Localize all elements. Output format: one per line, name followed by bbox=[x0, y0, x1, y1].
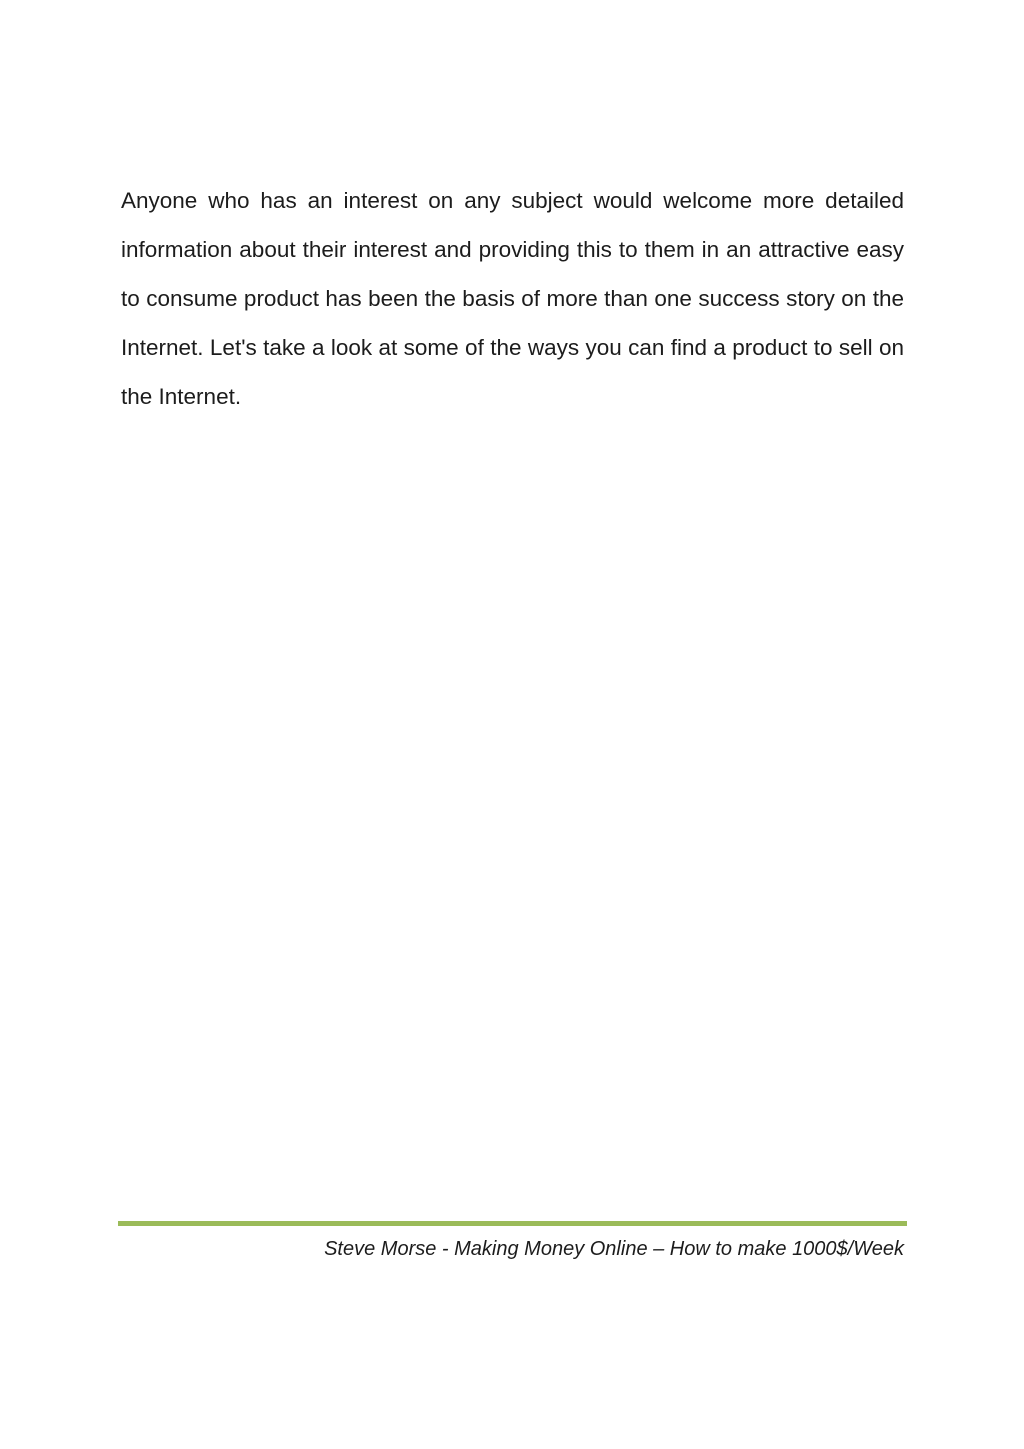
footer-caption: Steve Morse - Making Money Online – How to make 1000$/Week bbox=[324, 1238, 904, 1260]
body-paragraph: Anyone who has an interest on any subject would welcome more detailed information about their interest and providing this to them in an attractive easy to consume product has been the basis of more than one success story on the Internet. Let's take a look at some of the ways you can find a product to sell on the Internet. bbox=[121, 188, 904, 409]
footer-divider bbox=[118, 1221, 907, 1226]
